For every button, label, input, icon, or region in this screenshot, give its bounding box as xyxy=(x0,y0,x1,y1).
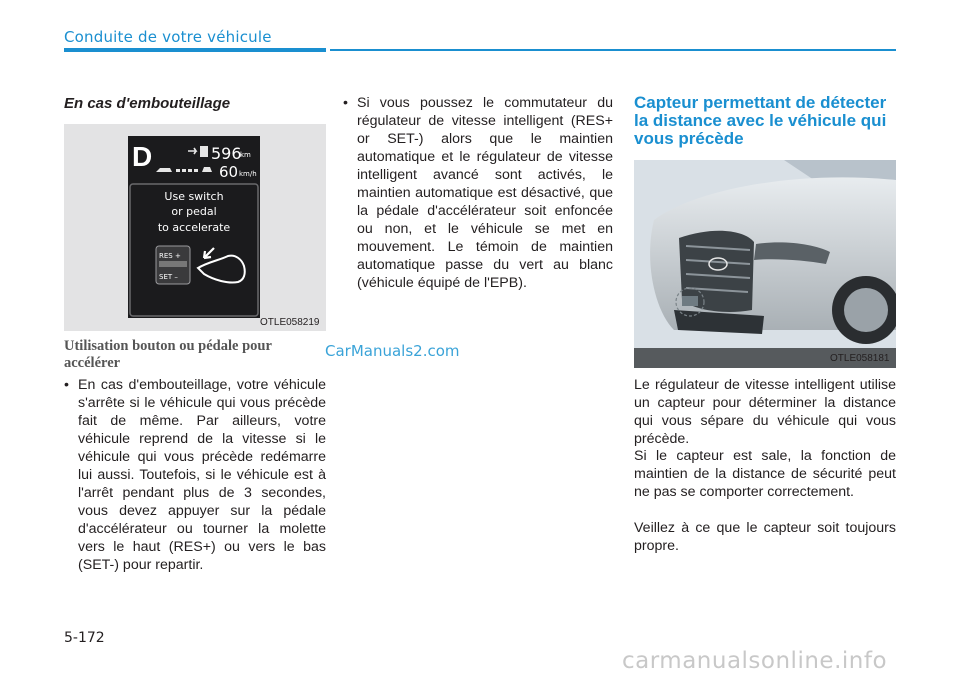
bullet-marker-col2: • xyxy=(343,95,348,111)
bullet-text: En cas d'embouteillage, votre véhicule s'arrête si le véhicule qui vous précède fait de même. Par ailleurs, votre véhicule reprend de la vitesse si le véhicule qui vous précède redémarre lui aussi. Toutefois, si le véhicule est à l'arrêt pendant plus de 3 secondes, vous devez appuyer sur la pédale d'accélérateur ou tourner la molette vers le haut (RES+) ou vers le bas (SET-) pour repartir. xyxy=(78,377,326,573)
vehicle-front-graphic xyxy=(634,160,896,368)
header-rule-thin xyxy=(330,49,896,51)
watermark-mid: CarManuals2.com xyxy=(325,342,460,360)
range-value: 596 xyxy=(211,144,242,163)
col3-paragraph-3: Veillez à ce que le capteur soit toujours propre. xyxy=(634,520,896,554)
col3-paragraph-1: Le régulateur de vitesse intelligent utilise un capteur pour déterminer la distance qui vous sépare du véhicule qui vous précède. xyxy=(634,377,896,447)
subheading: Utilisation bouton ou pédale pour accélérer xyxy=(64,338,272,371)
section-title-col3: Capteur permettant de détecter la distance avec le véhicule qui vous précède xyxy=(634,93,887,148)
header-rule-thick xyxy=(64,48,326,52)
col3-paragraph-2: Si le capteur est sale, la fonction de maintien de la distance de sécurité peut ne pas se comporter correctement. xyxy=(634,448,896,500)
cluster-figure xyxy=(64,124,326,331)
speed-value: 60 xyxy=(219,163,239,181)
page-number: 5-172 xyxy=(64,630,105,646)
bullet-marker: • xyxy=(64,377,69,393)
watermark-bottom: carmanualsonline.info xyxy=(622,648,888,674)
vehicle-front-figure xyxy=(634,160,896,368)
range-unit: km xyxy=(240,151,251,159)
bullet-paragraph xyxy=(64,376,326,574)
cluster-message-line-2: or pedal xyxy=(171,205,217,218)
switch-label-set: SET – xyxy=(159,273,178,281)
section-header-title: Conduite de votre véhicule xyxy=(64,28,272,46)
cluster-display-graphic xyxy=(128,136,260,318)
cluster-display xyxy=(128,136,260,318)
figure-code: OTLE058219 xyxy=(260,317,320,328)
switch-label-res: RES + xyxy=(159,252,181,260)
figure-code-col3: OTLE058181 xyxy=(830,353,890,364)
cluster-message-line-1: Use switch xyxy=(164,190,224,203)
gear-indicator: D xyxy=(132,141,153,172)
steering-switch-icon xyxy=(156,246,190,284)
bullet-paragraph-col2 xyxy=(343,94,613,292)
cluster-message-line-3: to accelerate xyxy=(157,221,231,234)
section-title: En cas d'embouteillage xyxy=(64,95,231,112)
bullet-text-col2: Si vous poussez le commutateur du régulateur de vitesse intelligent (RES+ or SET-) alors que le maintien automatique et le régulateur de vitesse intelligent avancé sont activés, le maintien automatique est désactivé, que la pédale d'accélérateur soit enfoncée ou non, et le véhicule se met en mouvement. Le témoin de maintien automatique passe du vert au blanc (véhicule équipé de l'EPB). xyxy=(357,95,613,291)
speed-unit: km/h xyxy=(239,170,257,178)
